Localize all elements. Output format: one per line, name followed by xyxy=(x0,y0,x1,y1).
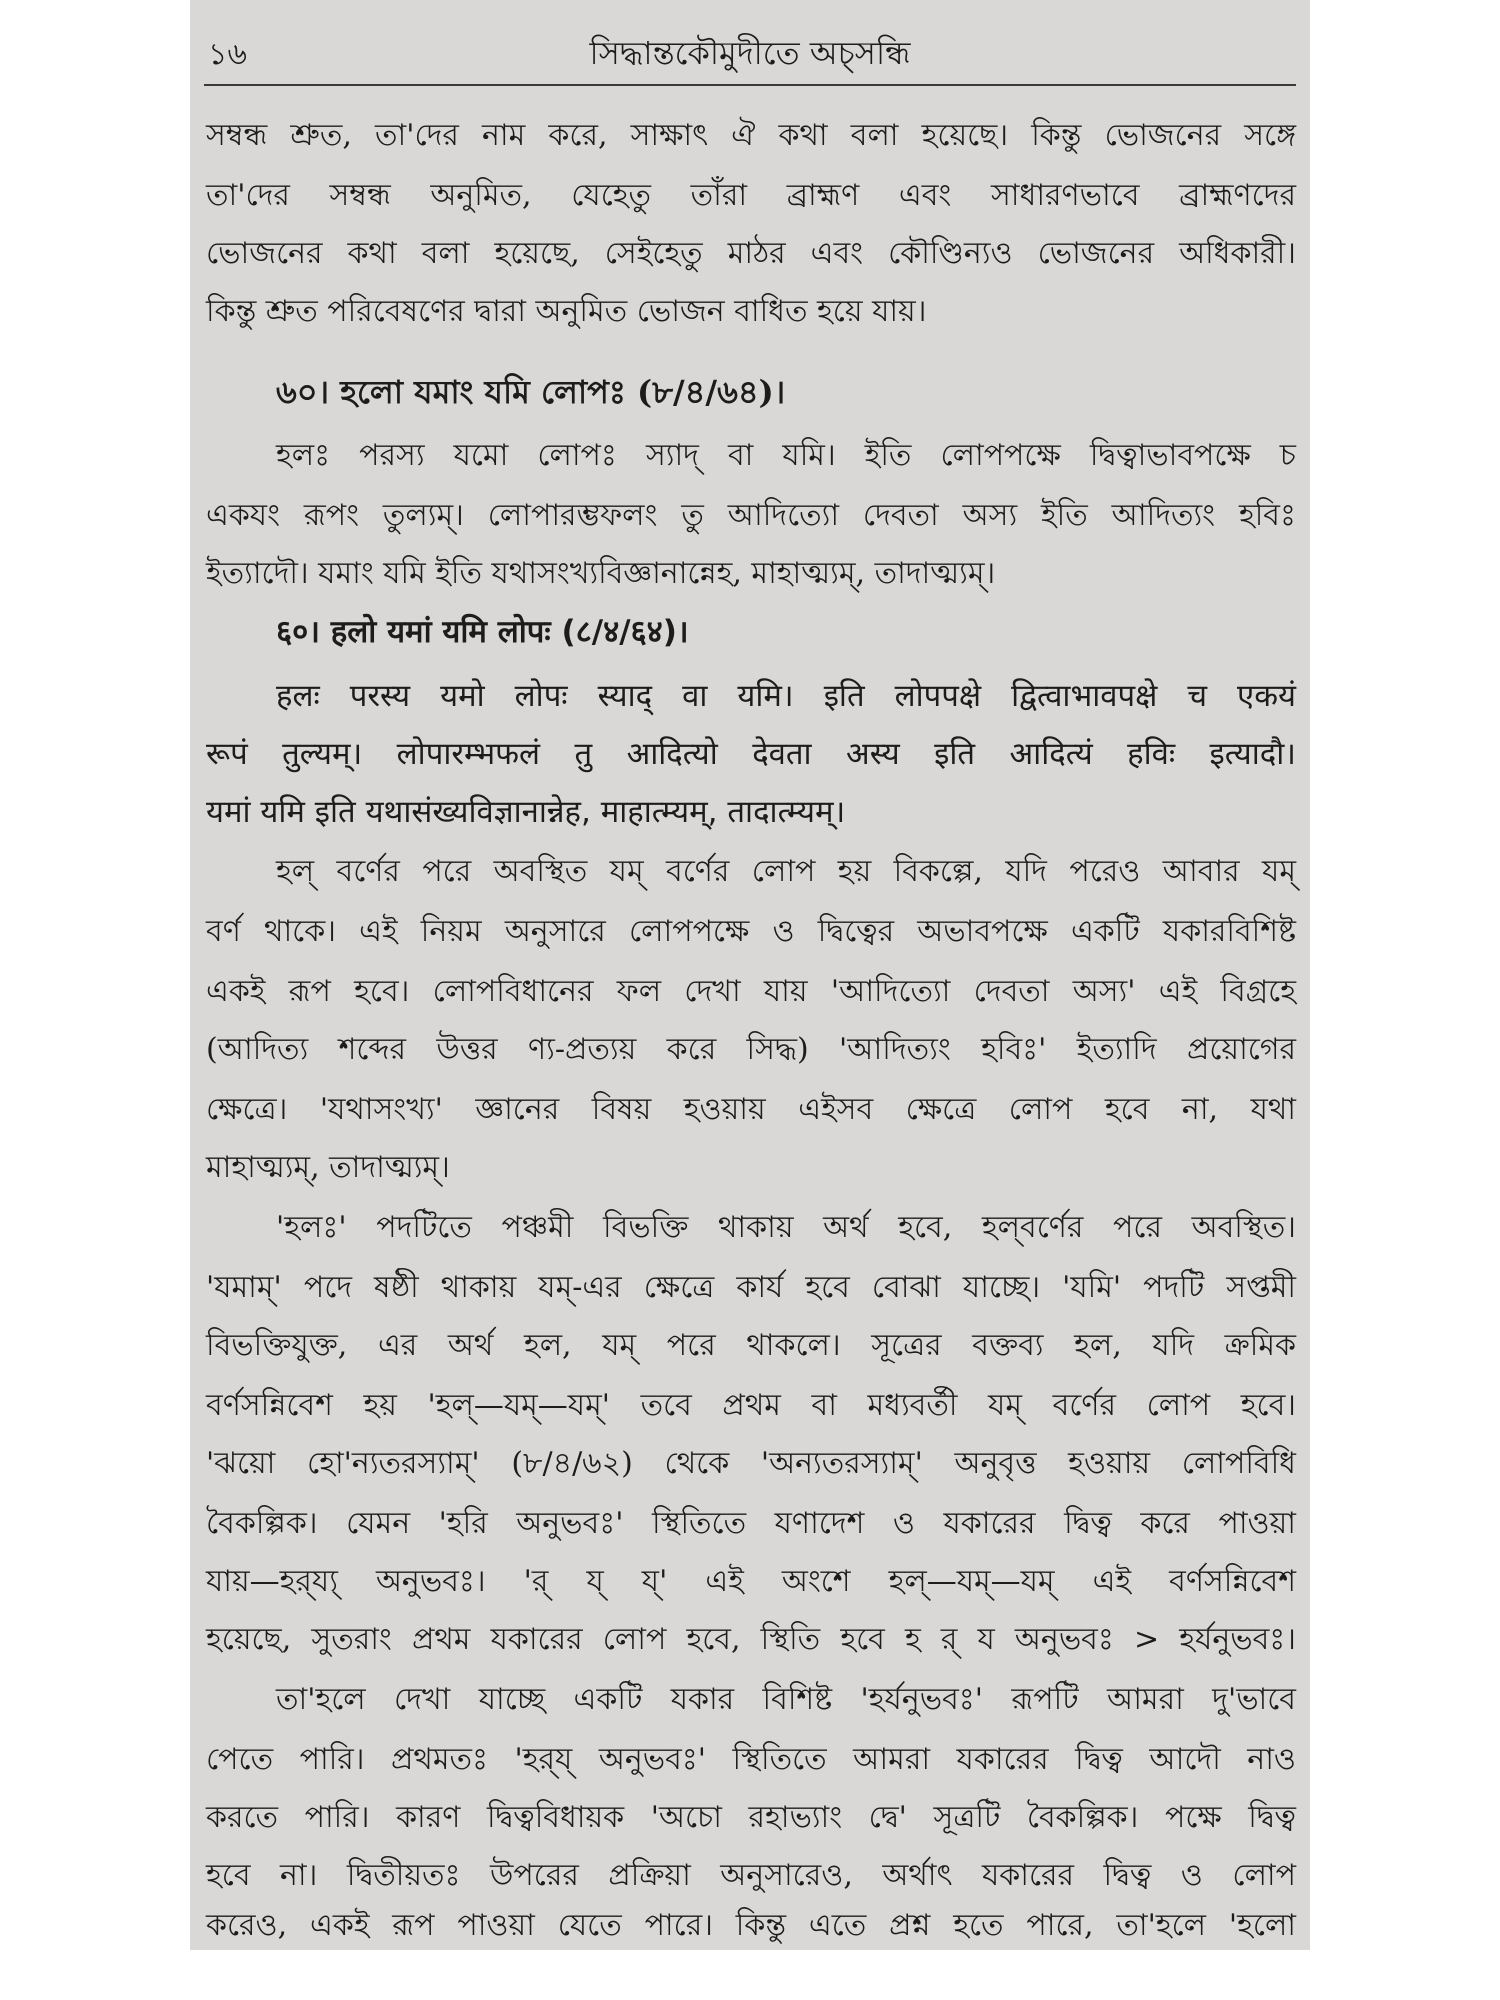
text-line: হবে না। দ্বিতীয়তঃ উপরের প্রক্রিয়া অনুসারেও, অর্থাৎ যকারের দ্বিত্ব ও লোপ xyxy=(206,1858,1296,1893)
sutra-heading-bengali: ৬০। হলো যমাং যমি লোপঃ (৮/৪/৬৪)। xyxy=(276,373,786,411)
book-page xyxy=(190,0,1310,1950)
text-line: ইত্যাদৌ। যমাং যমি ইতি যথাসংখ্যবিজ্ঞানান্নেহ, মাহাত্ম্যম্‌, তাদাত্ম্যম্‌। xyxy=(206,556,996,591)
text-line: ক্ষেত্রে। 'যথাসংখ্য' জ্ঞানের বিষয় হওয়ায় এইসব ক্ষেত্রে লোপ হবে না, যথা xyxy=(206,1092,1296,1127)
text-line: করতে পারি। কারণ দ্বিত্ববিধায়ক 'অচো রহাভ্যাং দ্বে' সূত্রটি বৈকল্পিক। পক্ষে দ্বিত্ব xyxy=(206,1800,1296,1835)
text-line: 'ঝয়ো হো'ন্যতরস্যাম্‌' (৮/৪/৬২) থেকে 'অন্যতরস্যাম্‌' অনুবৃত্ত হওয়ায় লোপবিধি xyxy=(206,1446,1296,1481)
text-line: তা'দের সম্বন্ধ অনুমিত, যেহেতু তাঁরা ব্রাহ্মণ এবং সাধারণভাবে ব্রাহ্মণদের xyxy=(206,178,1296,213)
text-line: বিভক্তিযুক্ত, এর অর্থ হল, যম্‌ পরে থাকলে। সূত্রের বক্তব্য হল, যদি ক্রমিক xyxy=(206,1328,1296,1363)
text-line: হয়েছে, সুতরাং প্রথম যকারের লোপ হবে, স্থিতি হবে হ র্‌ য অনুভবঃ > হর্যনুভবঃ। xyxy=(206,1622,1296,1657)
text-line: ভোজনের কথা বলা হয়েছে, সেইহেতু মাঠর এবং কৌণ্ডিন্যও ভোজনের অধিকারী। xyxy=(206,236,1296,271)
text-line: বৈকল্পিক। যেমন 'হরি অনুভবঃ' স্থিতিতে যণাদেশ ও যকারের দ্বিত্ব করে পাওয়া xyxy=(206,1506,1296,1541)
text-line: 'যমাম্‌' পদে ষষ্ঠী থাকায় যম্‌-এর ক্ষেত্রে কার্য হবে বোঝা যাচ্ছে। 'যমি' পদটি সপ্তমী xyxy=(206,1270,1296,1305)
text-line: (আদিত্য শব্দের উত্তর ণ্য-প্রত্যয় করে সিদ্ধ) 'আদিত্যং হবিঃ' ইত্যাদি প্রয়োগের xyxy=(206,1032,1296,1067)
text-line: रूपं तुल्यम्। लोपारम्भफलं तु आदित्यो देवता अस्य इति आदित्यं हविः इत्यादौ। xyxy=(206,736,1296,772)
text-line: কিন্তু শ্রুত পরিবেষণের দ্বারা অনুমিত ভোজন বাধিত হয়ে যায়। xyxy=(206,294,927,329)
text-line: একই রূপ হবে। লোপবিধানের ফল দেখা যায় 'আদিত্যো দেবতা অস্য' এই বিগ্রহে xyxy=(206,974,1296,1009)
text-line: বর্ণসন্নিবেশ হয় 'হল্‌—যম্‌—যম্‌' তবে প্রথম বা মধ্যবর্তী যম্‌ বর্ণের লোপ হবে। xyxy=(206,1388,1296,1423)
text-line: সম্বন্ধ শ্রুত, তা'দের নাম করে, সাক্ষাৎ ঐ কথা বলা হয়েছে। কিন্তু ভোজনের সঙ্গে xyxy=(206,118,1296,153)
text-line: পেতে পারি। প্রথমতঃ 'হর্‌য্‌ অনুভবঃ' স্থিতিতে আমরা যকারের দ্বিত্ব আদৌ নাও xyxy=(206,1742,1296,1777)
text-line: হল্‌ বর্ণের পরে অবস্থিত যম্‌ বর্ণের লোপ হয় বিকল্পে, যদি পরেও আবার যম্‌ xyxy=(276,854,1296,889)
text-line: যায়—হর্‌য্য্‌ অনুভবঃ। 'র্‌ য্‌ য্‌' এই অংশে হল্‌—যম্‌—যম্‌ এই বর্ণসন্নিবেশ xyxy=(206,1564,1296,1599)
text-line: একযং রূপং তুল্যম্‌। লোপারম্ভফলং তু আদিত্যো দেবতা অস্য ইতি আদিত্যং হবিঃ xyxy=(206,498,1296,533)
text-line: यमां यमि इति यथासंख्यविज्ञानान्नेह, माहात्म्यम्, तादात्म्यम्। xyxy=(206,794,846,830)
text-line: হলঃ পরস্য যমো লোপঃ স্যাদ্‌ বা যমি। ইতি লোপপক্ষে দ্বিত্বাভাবপক্ষে চ xyxy=(276,438,1296,473)
text-line: তা'হলে দেখা যাচ্ছে একটি যকার বিশিষ্ট 'হর্যনুভবঃ' রূপটি আমরা দু'ভাবে xyxy=(276,1682,1296,1717)
text-line: মাহাত্ম্যম্‌, তাদাত্ম্যম্‌। xyxy=(206,1150,450,1185)
text-line: বর্ণ থাকে। এই নিয়ম অনুসারে লোপপক্ষে ও দ্বিত্বের অভাবপক্ষে একটি যকারবিশিষ্ট xyxy=(206,914,1296,949)
header-divider xyxy=(204,84,1296,86)
text-line: করেও, একই রূপ পাওয়া যেতে পারে। কিন্তু এতে প্রশ্ন হতে পারে, তা'হলে 'হলো xyxy=(206,1908,1296,1943)
running-title: সিদ্ধান্তকৌমুদীতে অচ্‌সন্ধি xyxy=(589,34,911,72)
text-line: 'হলঃ' পদটিতে পঞ্চমী বিভক্তি থাকায় অর্থ হবে, হল্‌বর্ণের পরে অবস্থিত। xyxy=(276,1210,1296,1245)
page-number: ১৬ xyxy=(208,37,247,72)
sutra-heading-devanagari: ६०। हलो यमां यमि लोपः (८/४/६४)। xyxy=(276,614,689,650)
text-line: हलः परस्य यमो लोपः स्याद् वा यमि। इति लोपपक्षे द्वित्वाभावपक्षे च एकयं xyxy=(276,678,1296,714)
